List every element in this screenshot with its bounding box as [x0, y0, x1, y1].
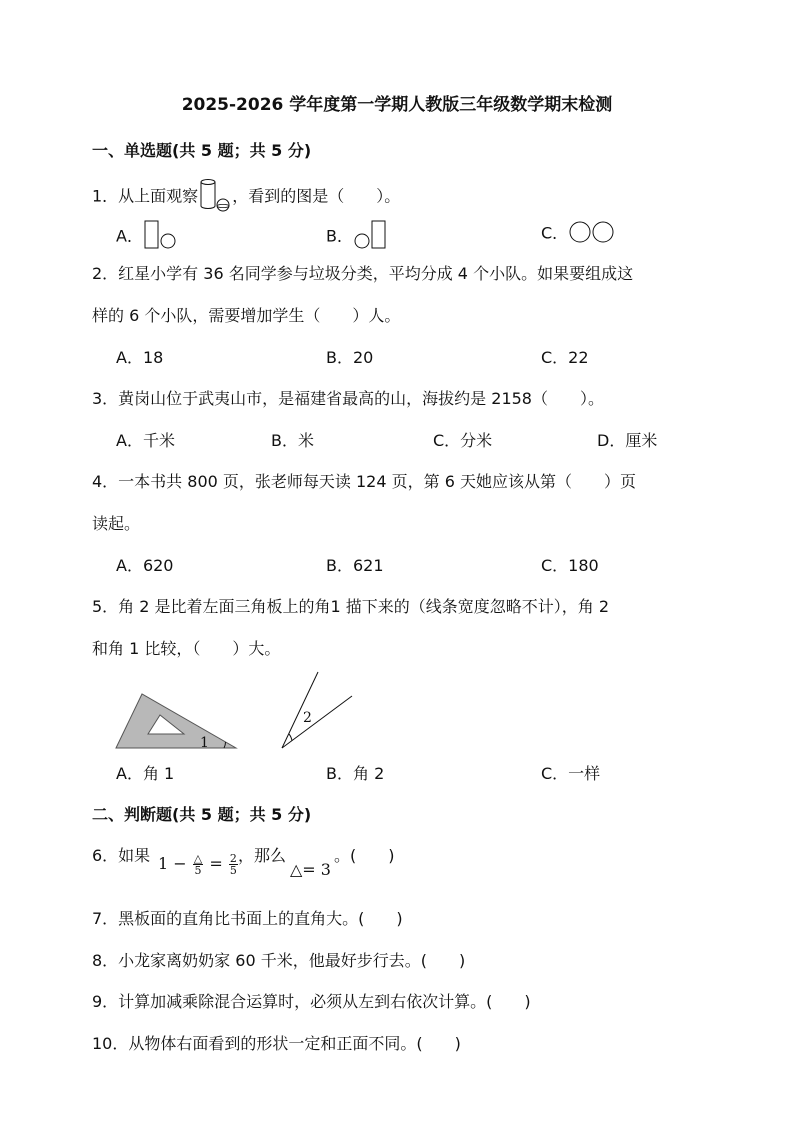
question-6-mid: ，那么	[238, 846, 287, 865]
question-2-line-2: 样的 6 个小队，需要增加学生（ ）人。	[92, 306, 401, 325]
question-6-prefix: 6．如果	[92, 846, 151, 865]
q1-option-a[interactable]: A．	[116, 220, 177, 254]
question-9: 9．计算加减乘除混合运算时，必须从左到右依次计算。( )	[92, 992, 531, 1011]
q3-option-b[interactable]: B．米	[271, 431, 314, 450]
angle-2-label: 2	[303, 710, 312, 726]
question-6-suffix: 。( )	[334, 846, 395, 865]
q1-option-b[interactable]: B．	[326, 220, 389, 254]
two-circles-icon	[568, 220, 616, 248]
q3-option-d[interactable]: D．厘米	[597, 431, 658, 450]
q5-option-c[interactable]: C．一样	[541, 764, 601, 783]
fraction-triangle-over-five: $\frac{\triangle}{5}$	[193, 852, 203, 877]
q6-equation-two: △= 3	[290, 860, 331, 879]
angle-1-label: 1	[200, 735, 209, 751]
q4-option-a[interactable]: A．620	[116, 556, 174, 575]
set-square-triangle-figure	[112, 690, 242, 752]
section-heading-true-false: 二、判断题(共 5 题；共 5 分)	[92, 805, 312, 824]
section-heading-single-choice: 一、单选题(共 5 题；共 5 分)	[92, 141, 312, 160]
question-1	[92, 178, 400, 216]
q3-option-a[interactable]: A．千米	[116, 431, 175, 450]
q3-option-c[interactable]: C．分米	[433, 431, 493, 450]
q5-option-b[interactable]: B．角 2	[326, 764, 385, 783]
question-10: 10．从物体右面看到的形状一定和正面不同。( )	[92, 1034, 461, 1053]
question-1-suffix: ，看到的图是（ ）。	[232, 186, 401, 206]
q1-option-c[interactable]: C．	[541, 220, 616, 248]
question-7: 7．黑板面的直角比书面上的直角大。( )	[92, 909, 403, 928]
question-5-line-2: 和角 1 比较，（ ）大。	[92, 639, 281, 658]
q2-option-a[interactable]: A．18	[116, 348, 164, 367]
rectangle-circle-icon	[143, 220, 177, 254]
q2-option-b[interactable]: B．20	[326, 348, 374, 367]
cylinder-sphere-figure	[198, 178, 232, 216]
exam-title: 2025-2026 学年度第一学期人教版三年级数学期末检测	[181, 95, 613, 115]
question-4-line-1: 4．一本书共 800 页，张老师每天读 124 页，第 6 天她应该从第（ ）页	[92, 472, 636, 491]
q6-equation-one: 1 − $\frac{\triangle}{5}$ = $\frac{2}{5}$	[158, 852, 237, 877]
circle-rectangle-icon	[353, 220, 389, 254]
question-4-line-2: 读起。	[92, 514, 141, 533]
question-3-line-1: 3．黄岗山位于武夷山市，是福建省最高的山，海拔约是 2158（ ）。	[92, 389, 604, 408]
angle-2-figure	[278, 668, 358, 752]
question-1-prefix: 1．从上面观察	[92, 186, 199, 206]
question-2-line-1: 2．红星小学有 36 名同学参与垃圾分类，平均分成 4 个小队。如果要组成这	[92, 264, 634, 283]
q5-option-a[interactable]: A．角 1	[116, 764, 175, 783]
fraction-two-fifths: $\frac{2}{5}$	[229, 852, 237, 877]
q4-option-b[interactable]: B．621	[326, 556, 384, 575]
question-5-line-1: 5．角 2 是比着左面三角板上的角1 描下来的（线条宽度忽略不计），角 2	[92, 597, 610, 616]
q4-option-c[interactable]: C．180	[541, 556, 599, 575]
q2-option-c[interactable]: C．22	[541, 348, 589, 367]
question-8: 8．小龙家离奶奶家 60 千米，他最好步行去。( )	[92, 951, 466, 970]
